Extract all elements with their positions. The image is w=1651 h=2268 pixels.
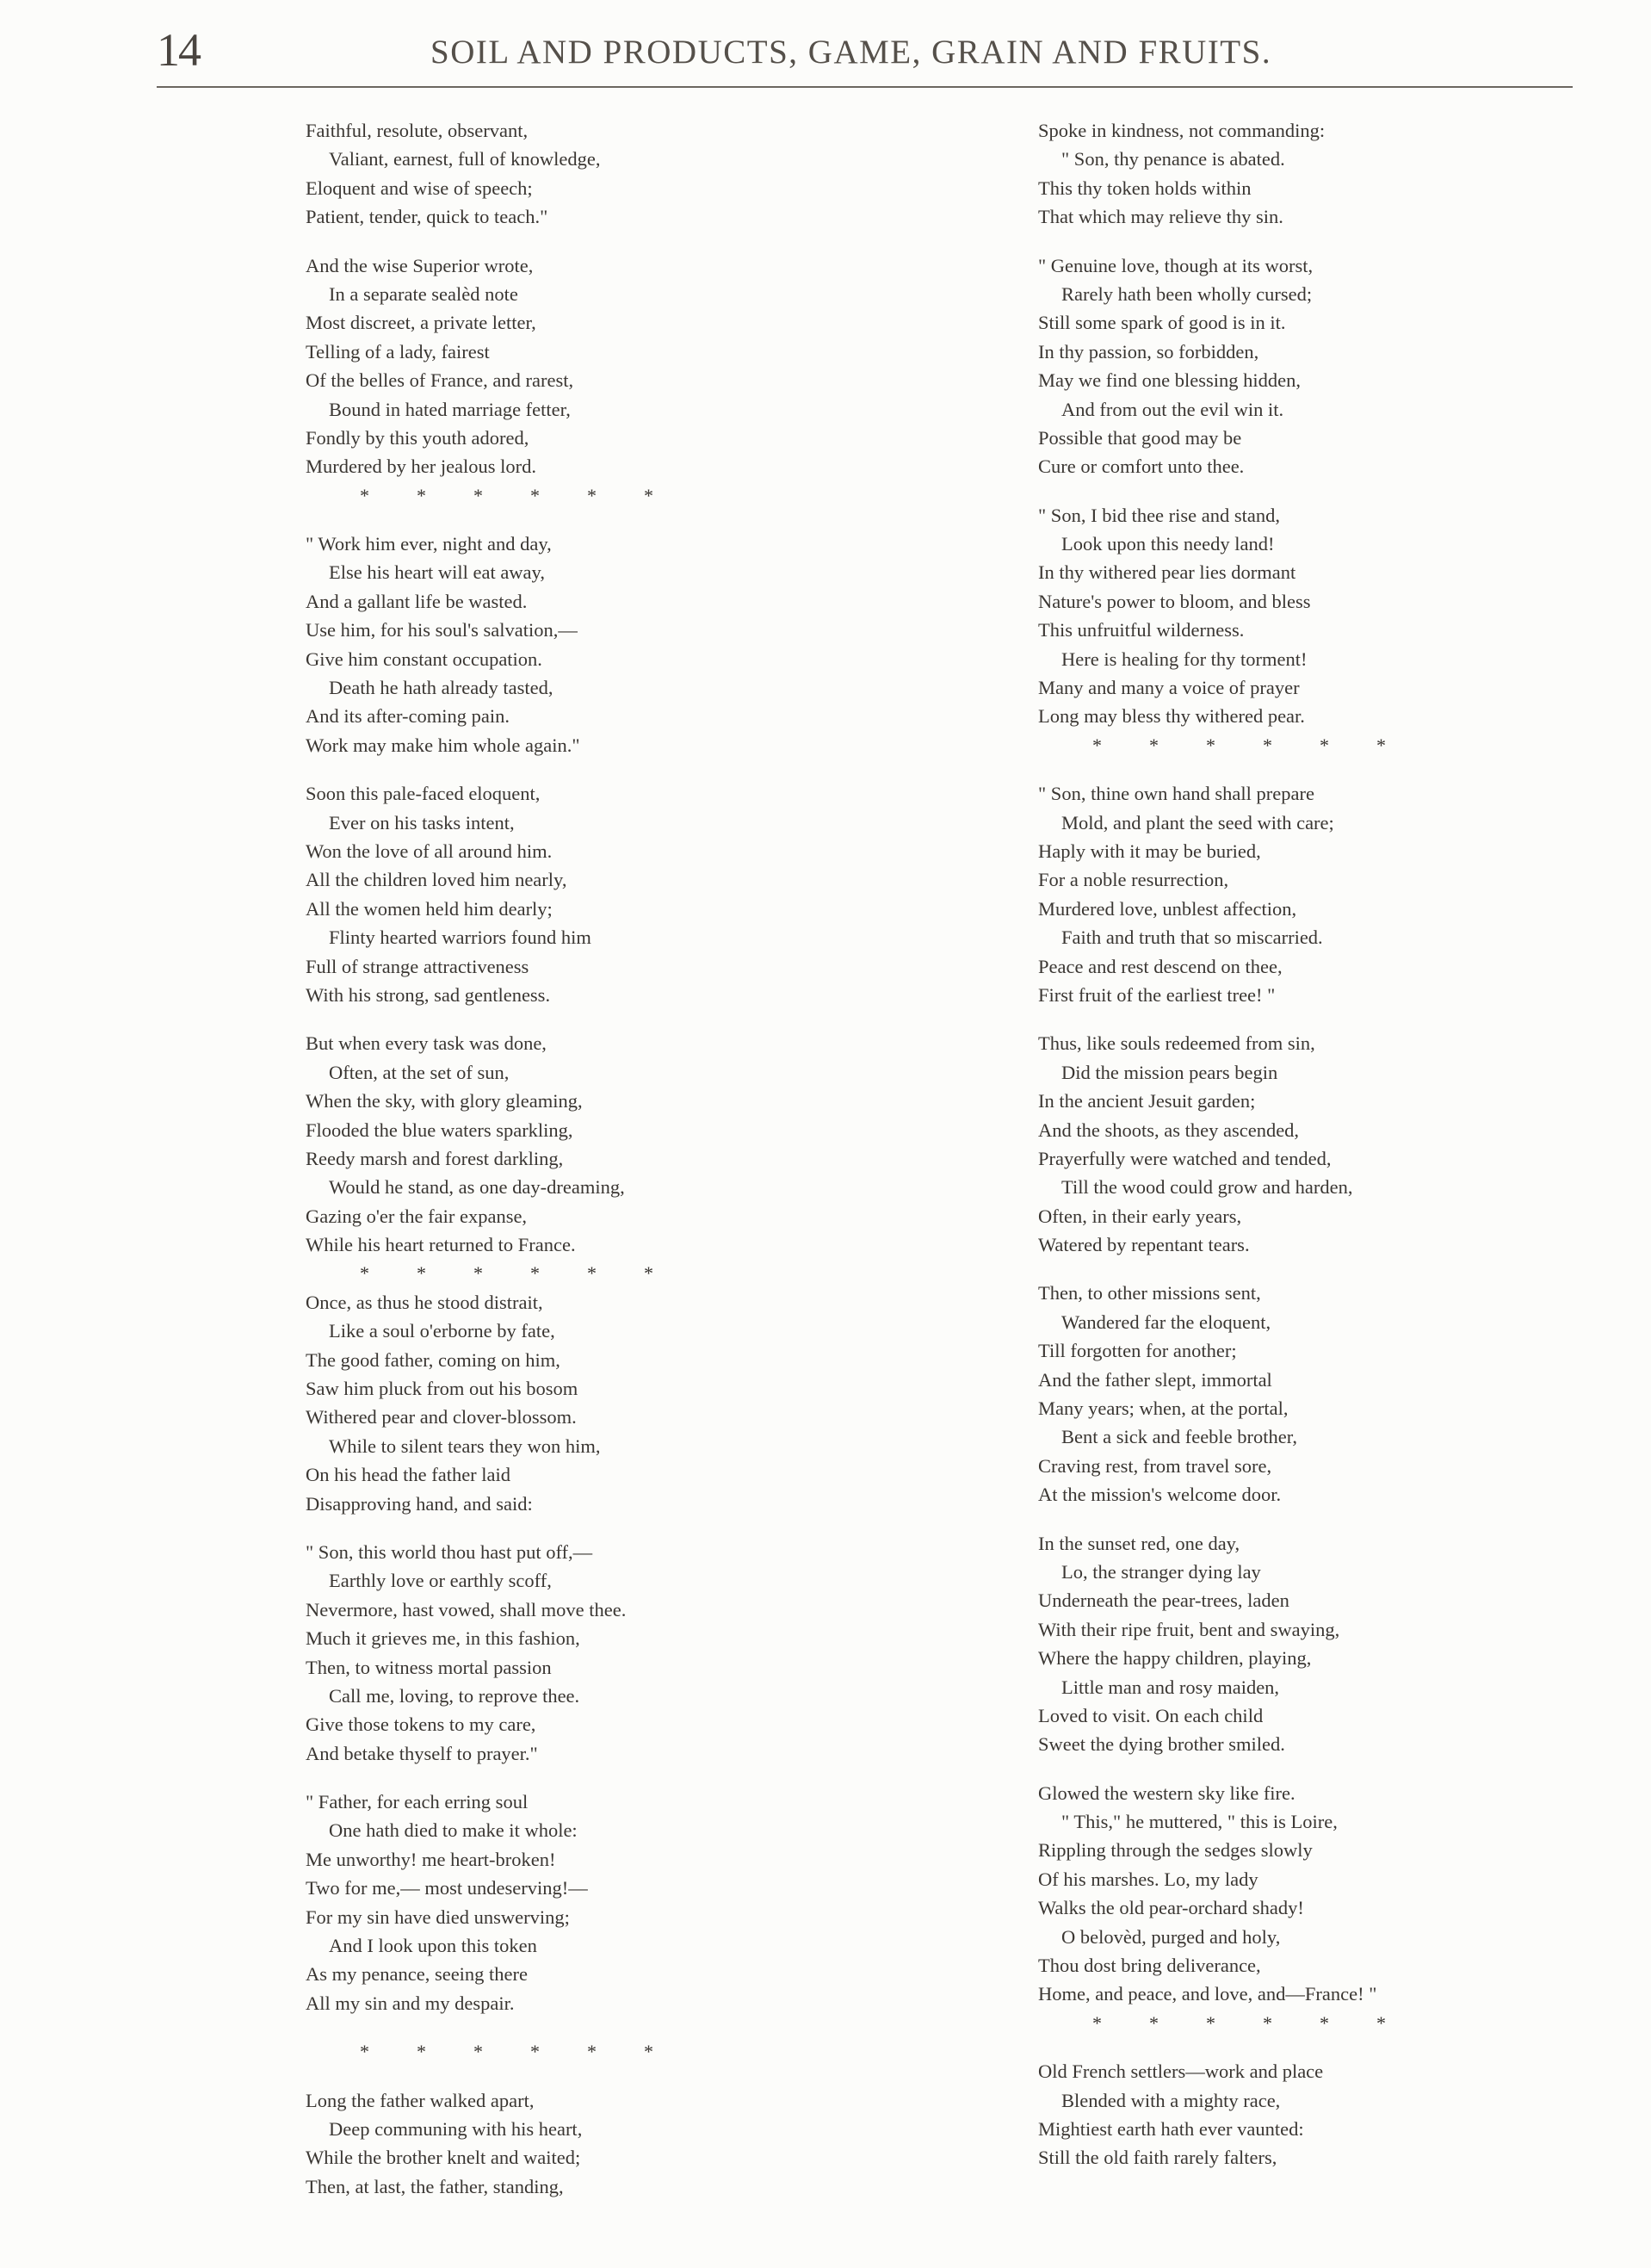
poem-line: Glowed the western sky like fire. <box>1038 1782 1295 1804</box>
poem-line: The good father, coming on him, <box>306 1348 560 1371</box>
poem-line: At the mission's welcome door. <box>1038 1484 1282 1506</box>
poem-line: Two for me,— most undeserving!— <box>306 1877 588 1899</box>
poem-line: Faithful, resolute, observant, <box>306 120 529 141</box>
poem-line: Patient, tender, quick to teach." <box>306 206 548 228</box>
stanza <box>306 2037 788 2066</box>
poem-line: And its after-coming pain. <box>306 705 510 728</box>
poem-line: Till forgotten for another; <box>1038 1340 1237 1362</box>
poem-line: Me unworthy! me heart-broken! <box>306 1848 556 1870</box>
poem-line: Disapproving hand, and said: <box>306 1492 533 1515</box>
poem-line: Wandered far the eloquent, <box>1061 1311 1271 1333</box>
poem-line: Faith and truth that so miscarried. <box>1061 926 1323 949</box>
poem-line: " Son, thine own hand shall prepare <box>1038 783 1314 805</box>
poem-line: Craving rest, from travel sore, <box>1038 1454 1272 1477</box>
poem-line: In the sunset red, one day, <box>1038 1532 1240 1554</box>
poem-line: " Work him ever, night and day, <box>306 533 552 555</box>
poem-line: Work may make him whole again." <box>306 734 580 756</box>
poem-line: O belovèd, purged and holy, <box>1061 1925 1281 1948</box>
poem-line: " Son, I bid thee rise and stand, <box>1038 504 1281 526</box>
poem-line: Till the wood could grow and harden, <box>1061 1176 1353 1199</box>
poem-line: Nevermore, hast vowed, shall move thee. <box>306 1598 627 1620</box>
header-rule <box>157 86 1573 88</box>
poem-line: Still the old faith rarely falters, <box>1038 2147 1277 2169</box>
poem-line: Rarely hath been wholly cursed; <box>1061 282 1313 305</box>
poem-line: Like a soul o'erborne by fate, <box>329 1320 555 1342</box>
stanza <box>1038 779 1555 1009</box>
poem-line: Ever on his tasks intent, <box>329 811 515 833</box>
poem-line: Home, and peace, and love, and—France! " <box>1038 1983 1377 2005</box>
poem-line: Sweet the dying brother smiled. <box>1038 1733 1285 1756</box>
poem-line: Often, at the set of sun, <box>329 1061 510 1083</box>
poem-line: Watered by repentant tears. <box>1038 1234 1250 1256</box>
stanza <box>1038 2057 1555 2172</box>
poem-line: And the father slept, immortal <box>1038 1368 1272 1391</box>
poem-line: Full of strange attractiveness <box>306 955 529 977</box>
poem-line: Deep communing with his heart, <box>329 2118 583 2140</box>
poem-line: This thy token holds within <box>1038 177 1252 199</box>
poem-line: Saw him pluck from out his bosom <box>306 1378 578 1400</box>
poem-line: Else his heart will eat away, <box>329 561 545 584</box>
poem-line: Then, to other missions sent, <box>1038 1282 1261 1304</box>
poem-line: Earthly love or earthly scoff, <box>329 1570 552 1592</box>
stanza <box>306 779 788 1009</box>
poem-line: Mold, and plant the seed with care; <box>1061 811 1334 833</box>
poem-line: May we find one blessing hidden, <box>1038 369 1301 392</box>
poem-line: Gazing o'er the fair expanse, <box>306 1205 528 1227</box>
poem-line: Once, as thus he stood distrait, <box>306 1291 543 1313</box>
poem-line: Still some spark of good is in it. <box>1038 312 1286 334</box>
poem-line: Bound in hated marriage fetter, <box>329 398 571 420</box>
poem-line: All the children loved him nearly, <box>306 869 567 891</box>
poem-line: With their ripe fruit, bent and swaying, <box>1038 1618 1340 1640</box>
poem-line: Give him constant occupation. <box>306 648 542 670</box>
poem-line: Thou dost bring deliverance, <box>1038 1955 1261 1977</box>
poem-line: Peace and rest descend on thee, <box>1038 955 1283 977</box>
poem-line: Here is healing for thy torment! <box>1061 648 1308 670</box>
stanza <box>1038 1029 1555 1259</box>
poem-line: Did the mission pears begin <box>1061 1061 1278 1083</box>
poem-line: " This," he muttered, " this is Loire, <box>1061 1811 1338 1833</box>
poem-line: Use him, for his soul's salvation,— <box>306 619 578 641</box>
poem-line: Underneath the pear-trees, laden <box>1038 1589 1289 1612</box>
poem-line: All my sin and my despair. <box>306 1992 515 2014</box>
poem-line: Rippling through the sedges slowly <box>1038 1839 1313 1862</box>
poem-line: " Genuine love, though at its worst, <box>1038 254 1314 276</box>
poem-line: Many and many a voice of prayer <box>1038 677 1300 699</box>
stanza <box>1038 1279 1555 1509</box>
poem-line: Haply with it may be buried, <box>1038 840 1261 862</box>
poem-line: Murdered by her jealous lord. <box>306 455 537 478</box>
left-column <box>306 116 788 2221</box>
poem-line: Loved to visit. On each child <box>1038 1704 1264 1726</box>
poem-line: One hath died to make it whole: <box>329 1819 578 1842</box>
poem-line: Spoke in kindness, not commanding: <box>1038 120 1326 141</box>
poem-line: Of his marshes. Lo, my lady <box>1038 1868 1258 1890</box>
poem-line: Murdered love, unblest affection, <box>1038 897 1297 920</box>
poem-line: And the shoots, as they ascended, <box>1038 1119 1300 1141</box>
poem-line: Lo, the stranger dying lay <box>1061 1560 1261 1583</box>
poem-line: In the ancient Jesuit garden; <box>1038 1090 1256 1112</box>
poem-line: Flinty hearted warriors found him <box>329 926 591 949</box>
poem-line: Much it grieves me, in this fashion, <box>306 1627 580 1650</box>
poem-line: Blended with a mighty race, <box>1061 2089 1281 2111</box>
poem-line: Many years; when, at the portal, <box>1038 1397 1289 1420</box>
poem-line: When the sky, with glory gleaming, <box>306 1090 583 1112</box>
stanza <box>1038 116 1555 232</box>
poem-line: And betake thyself to prayer." <box>306 1742 538 1764</box>
stanza <box>1038 1529 1555 1759</box>
poem-line: While to silent tears they won him, <box>329 1435 601 1457</box>
poem-line: Would he stand, as one day-dreaming, <box>329 1176 625 1199</box>
poem-line: All the women held him dearly; <box>306 897 553 920</box>
section-break-asterisks: * * * * * * <box>1092 734 1386 756</box>
poem-line: This unfruitful wilderness. <box>1038 619 1245 641</box>
poem-line: Old French settlers—work and place <box>1038 2060 1324 2083</box>
stanza <box>306 1788 788 2017</box>
poem-line: That which may relieve thy sin. <box>1038 206 1283 228</box>
stanza <box>306 1538 788 1768</box>
poem-line: Fondly by this youth adored, <box>306 426 529 449</box>
poem-line: " Father, for each erring soul <box>306 1791 529 1813</box>
poem-line: While the brother knelt and waited; <box>306 2147 581 2169</box>
poem-line: In thy withered pear lies dormant <box>1038 561 1296 584</box>
poem-line: Valiant, earnest, full of knowledge, <box>329 148 601 170</box>
poem-line: Mightiest earth hath ever vaunted: <box>1038 2118 1304 2140</box>
poem-line: Bent a sick and feeble brother, <box>1061 1426 1297 1448</box>
stanza <box>306 2086 788 2202</box>
poem-line: " Son, thy penance is abated. <box>1061 148 1285 170</box>
poem-line: First fruit of the earliest tree! " <box>1038 983 1276 1006</box>
poem-line: Death he hath already tasted, <box>329 677 553 699</box>
poem-line: Possible that good may be <box>1038 426 1242 449</box>
poem-line: And the wise Superior wrote, <box>306 254 534 276</box>
poem-line: And from out the evil win it. <box>1061 398 1284 420</box>
poem-line: Look upon this needy land! <box>1061 533 1275 555</box>
poem-line: And I look upon this token <box>329 1935 537 1957</box>
page-number: 14 <box>157 24 200 76</box>
right-column <box>1038 116 1555 2192</box>
poem-line: On his head the father laid <box>306 1464 511 1486</box>
section-break-asterisks: * * * * * * <box>360 2041 653 2063</box>
running-head: SOIL AND PRODUCTS, GAME, GRAIN AND FRUITS. <box>430 34 1272 71</box>
stanza <box>1038 501 1555 760</box>
poem-line: Little man and rosy maiden, <box>1061 1676 1280 1698</box>
poem-line: And a gallant life be wasted. <box>306 590 528 612</box>
poem-line: Thus, like souls redeemed from sin, <box>1038 1032 1315 1055</box>
section-break-asterisks: * * * * * * <box>360 1262 653 1285</box>
poem-line: Nature's power to bloom, and bless <box>1038 590 1311 612</box>
poem-line: Where the happy children, playing, <box>1038 1647 1312 1670</box>
poem-line: As my penance, seeing there <box>306 1963 529 1986</box>
poem-line: But when every task was done, <box>306 1032 547 1055</box>
poem-line: Eloquent and wise of speech; <box>306 177 533 199</box>
poem-line: Give those tokens to my care, <box>306 1713 536 1736</box>
poem-line: Soon this pale-faced eloquent, <box>306 783 541 805</box>
stanza <box>306 1029 788 1518</box>
poem-line: Long the father walked apart, <box>306 2089 535 2111</box>
poem-line: Won the love of all around him. <box>306 840 553 862</box>
poem-line: Withered pear and clover-blossom. <box>306 1406 577 1428</box>
poem-line: For my sin have died unswerving; <box>306 1905 570 1928</box>
poem-line: Walks the old pear-orchard shady! <box>1038 1897 1304 1919</box>
poem-line: Telling of a lady, fairest <box>306 340 490 363</box>
poem-line: Flooded the blue waters sparkling, <box>306 1119 573 1141</box>
poem-line: For a noble resurrection, <box>1038 869 1229 891</box>
poem-line: Cure or comfort unto thee. <box>1038 455 1245 478</box>
poem-line: In thy passion, so forbidden, <box>1038 340 1259 363</box>
poem-line: Then, to witness mortal passion <box>306 1656 552 1678</box>
poem-line: Reedy marsh and forest darkling, <box>306 1147 564 1169</box>
poem-line: Long may bless thy withered pear. <box>1038 705 1305 728</box>
poem-line: Prayerfully were watched and tended, <box>1038 1147 1332 1169</box>
poem-line: In a separate sealèd note <box>329 282 518 305</box>
stanza <box>306 251 788 511</box>
section-break-asterisks: * * * * * * <box>360 484 653 506</box>
poem-line: Then, at last, the father, standing, <box>306 2175 564 2197</box>
stanza <box>306 530 788 759</box>
poem-line: While his heart returned to France. <box>306 1234 576 1256</box>
poem-line: Often, in their early years, <box>1038 1205 1242 1227</box>
poem-line: Call me, loving, to reprove thee. <box>329 1684 580 1707</box>
stanza <box>1038 1779 1555 2038</box>
poem-line: " Son, this world thou hast put off,— <box>306 1540 593 1563</box>
poem-line: Of the belles of France, and rarest, <box>306 369 574 392</box>
section-break-asterisks: * * * * * * <box>1092 2011 1386 2034</box>
poem-line: Most discreet, a private letter, <box>306 312 536 334</box>
stanza <box>306 116 788 232</box>
stanza <box>1038 251 1555 481</box>
poem-line: With his strong, sad gentleness. <box>306 983 551 1006</box>
